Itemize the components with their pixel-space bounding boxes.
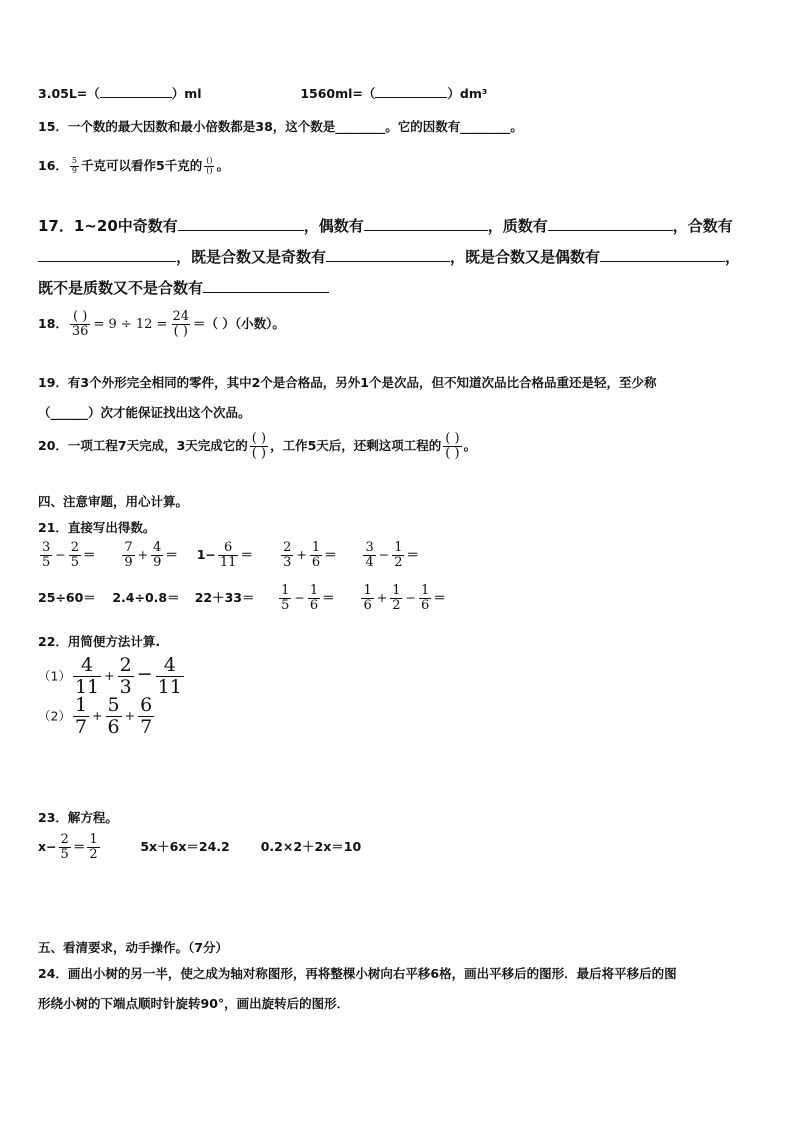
q23-equation-3: 0.2×2＋2x＝10 — [260, 838, 362, 854]
q16-label: 16． — [38, 158, 68, 173]
q22-part-2: （2） $\frac{1}{7}$ + $\frac{5}{6}$ + $\frac{6}{7}$ — [38, 694, 153, 738]
answer-blank[interactable] — [364, 218, 488, 231]
q21-item: $\frac{3}{5}$ − $\frac{2}{5}$ ＝ — [42, 540, 96, 570]
units-a-left: 3.05L=（ — [38, 86, 100, 101]
q21-item: 25÷60＝ — [38, 589, 96, 605]
answer-blank[interactable] — [375, 85, 447, 98]
question-23-title: 23．解方程。 — [38, 810, 118, 825]
q16-text: 千克可以看作5千克的 — [81, 158, 203, 173]
q21-item: $\frac{3}{4}$ − $\frac{1}{2}$ ＝ — [365, 540, 419, 570]
question-17-line-1: 17．1~20中奇数有 ，偶数有 ，质数有 ，合数有 — [38, 217, 733, 235]
units-b-left: 1560ml=（ — [300, 86, 376, 101]
q21-item: $\frac{2}{3}$ + $\frac{1}{6}$ ＝ — [283, 540, 337, 570]
q18-fraction-2[interactable]: $\frac{24}{( )}$ — [172, 309, 190, 339]
section-4-heading: 四、注意审题，用心计算。 — [38, 494, 189, 509]
answer-blank[interactable] — [326, 249, 450, 262]
q21-item: 1− $\frac{6}{11}$ ＝ — [196, 540, 253, 570]
q16-blank-fraction[interactable]: $\frac{()}{()}$ — [206, 156, 213, 175]
answer-blank[interactable] — [100, 85, 172, 98]
q22-part-1: （1） $\frac{4}{11}$ + $\frac{2}{3}$ − $\frac{4}{11}$ — [38, 654, 182, 698]
q21-item: $\frac{7}{9}$ + $\frac{4}{9}$ ＝ — [124, 540, 178, 570]
q23-equations — [38, 833, 361, 862]
question-22-title: 22．用简便方法计算. — [38, 634, 161, 649]
question-15: 15．一个数的最大因数和最小倍数都是38，这个数是________。它的因数有________。 — [38, 119, 523, 134]
q21-row-1 — [38, 541, 431, 570]
answer-blank[interactable] — [203, 280, 329, 293]
q23-equation-1: x− $\frac{2}{5}$ ＝ $\frac{1}{2}$ — [38, 832, 98, 862]
question-19-line-1: 19．有3个外形完全相同的零件，其中2个是合格品，另外1个是次品，但不知道次品比合格品重还是轻，至少称 — [38, 375, 657, 390]
answer-blank[interactable] — [548, 218, 673, 231]
question-17-line-3: 既不是质数又不是合数有 — [38, 277, 329, 298]
section-5-heading: 五、看清要求，动手操作。（7分） — [38, 940, 228, 955]
q18-fraction-1[interactable]: $\frac{( )}{36}$ — [71, 309, 89, 339]
q21-item: $\frac{1}{5}$ − $\frac{1}{6}$ ＝ — [281, 583, 335, 613]
question-16: 16． $\frac{5}{9}$ 千克可以看作5千克的 $\frac{()}{()}$ 。 — [38, 156, 229, 175]
q21-item: 2.4÷0.8＝ — [112, 589, 180, 605]
question-24-line-2: 形绕小树的下端点顺时针旋转90°，画出旋转后的图形． — [38, 996, 350, 1011]
answer-blank[interactable] — [178, 218, 304, 231]
question-24-line-1: 24．画出小树的另一半，使之成为轴对称图形，再将整棵小树向右平移6格，画出平移后的图形．最后将平移后的图 — [38, 966, 677, 981]
question-17-line-2: ，既是合数又是奇数有 ，既是合数又是偶数有 ， — [38, 246, 740, 267]
question-20: 20．一项工程7天完成，3天完成它的 $\frac{( )}{( )}$ ，工作5天后，还剩这项工程的 $\frac{( )}{( )}$ 。 — [38, 431, 477, 461]
q21-row-2 — [38, 584, 469, 613]
question-21-title: 21．直接写出得数。 — [38, 520, 156, 535]
q20-blank-fraction-1[interactable]: $\frac{( )}{( )}$ — [251, 431, 267, 461]
answer-blank[interactable] — [600, 249, 725, 262]
question-18: 18． $\frac{( )}{36}$ = 9 ÷ 12 = $\frac{24}{( )}$ ＝（ ）（小数）。 — [38, 309, 285, 339]
question-19-line-2: （______）次才能保证找出这个次品。 — [38, 405, 251, 420]
q16-fraction: $\frac{5}{9}$ — [71, 156, 77, 175]
units-a-right: ）ml — [171, 86, 202, 101]
units-row — [38, 84, 487, 102]
units-b-right: ）dm³ — [447, 86, 488, 101]
q23-equation-2: 5x＋6x＝24.2 — [140, 838, 230, 854]
q20-blank-fraction-2[interactable]: $\frac{( )}{( )}$ — [445, 431, 460, 461]
answer-blank[interactable] — [38, 249, 176, 262]
q21-item: $\frac{1}{6}$ + $\frac{1}{2}$ − $\frac{1}{6}$ ＝ — [363, 583, 446, 613]
q21-item: 22＋33＝ — [194, 589, 255, 605]
